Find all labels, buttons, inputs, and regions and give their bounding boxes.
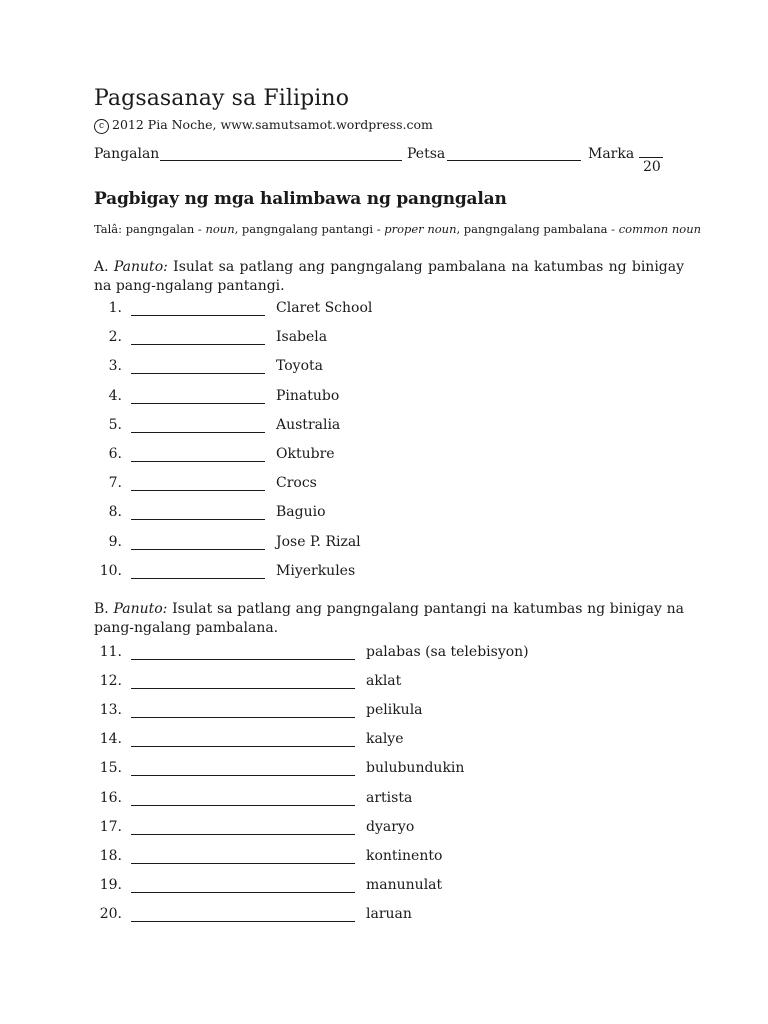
part-a-text: Isulat sa patlang ang pangngalang pambalana na katumbas ng binigay na pang-ngalang pantangi. xyxy=(94,259,685,294)
answer-blank[interactable] xyxy=(131,461,265,462)
list-item xyxy=(94,702,684,726)
answer-blank[interactable] xyxy=(131,549,265,550)
note-mid1: , pangngalang pantangi - xyxy=(234,222,385,236)
section-title: Pagbigay ng mga halimbawa ng pangngalan xyxy=(94,189,507,209)
note-prefix: Talâ: pangngalan - xyxy=(94,222,206,236)
list-item xyxy=(94,906,684,930)
given-noun: artista xyxy=(366,789,413,806)
score-total: 20 xyxy=(643,159,661,175)
list-item xyxy=(94,819,684,843)
item-number: 19. xyxy=(99,876,122,893)
given-noun: bulubundukin xyxy=(366,760,465,777)
answer-blank[interactable] xyxy=(131,863,355,864)
name-label: Pangalan xyxy=(94,146,160,162)
given-noun: laruan xyxy=(366,905,412,922)
answer-blank[interactable] xyxy=(131,834,355,835)
item-number: 20. xyxy=(99,905,122,922)
item-number: 8. xyxy=(108,504,122,521)
list-item xyxy=(94,534,684,558)
given-noun: Isabela xyxy=(276,329,328,346)
given-noun: Toyota xyxy=(276,358,323,375)
list-item xyxy=(94,644,684,668)
list-item xyxy=(94,877,684,901)
answer-blank[interactable] xyxy=(131,490,265,491)
answer-blank[interactable] xyxy=(131,432,265,433)
given-noun: kalye xyxy=(366,731,404,748)
answer-blank[interactable] xyxy=(131,578,265,579)
copyright-icon: c xyxy=(94,119,109,134)
answer-blank[interactable] xyxy=(131,717,355,718)
given-noun: palabas (sa telebisyon) xyxy=(366,644,529,660)
list-item xyxy=(94,446,684,470)
part-b-text: Isulat sa patlang ang pangngalang pantangi na katumbas ng binigay na pang-ngalang pambalana. xyxy=(94,601,684,636)
answer-blank[interactable] xyxy=(131,344,265,345)
date-label: Petsa xyxy=(407,146,446,162)
item-number: 10. xyxy=(99,562,122,579)
item-number: 16. xyxy=(99,789,122,806)
answer-blank[interactable] xyxy=(131,892,355,893)
part-b-label: Panuto: xyxy=(113,601,168,617)
given-noun: Pinatubo xyxy=(276,387,340,404)
list-item xyxy=(94,417,684,441)
list-item xyxy=(94,673,684,697)
given-noun: Oktubre xyxy=(276,446,335,462)
list-item xyxy=(94,300,684,324)
list-item xyxy=(94,358,684,382)
list-item xyxy=(94,475,684,499)
answer-blank[interactable] xyxy=(131,688,355,689)
score-label: Marka xyxy=(588,146,635,162)
note-mid2: , pangngalang pambalana - xyxy=(456,222,619,236)
item-number: 12. xyxy=(99,673,122,690)
given-noun: pelikula xyxy=(366,702,423,719)
answer-blank[interactable] xyxy=(131,519,265,520)
list-item xyxy=(94,563,684,587)
answer-blank[interactable] xyxy=(131,403,265,404)
list-item xyxy=(94,504,684,528)
copyright-text: 2012 Pia Noche, www.samutsamot.wordpress.com xyxy=(112,117,433,132)
given-noun: kontinento xyxy=(366,847,443,864)
item-number: 5. xyxy=(108,416,122,433)
item-number: 18. xyxy=(99,847,122,864)
item-number: 3. xyxy=(108,358,122,375)
page-title: Pagsasanay sa Filipino xyxy=(94,86,350,111)
note-proper: proper noun xyxy=(384,222,457,236)
item-number: 7. xyxy=(108,475,122,492)
part-a-letter: A. xyxy=(94,259,109,275)
note-noun: noun xyxy=(205,222,235,236)
given-noun: Australia xyxy=(276,416,341,433)
part-b-instructions xyxy=(94,600,684,638)
part-b-letter: B. xyxy=(94,601,109,617)
given-noun: aklat xyxy=(366,673,402,690)
terminology-note xyxy=(94,222,701,236)
item-number: 13. xyxy=(99,702,122,719)
given-noun: manunulat xyxy=(366,876,443,893)
given-noun: Claret School xyxy=(276,300,373,316)
answer-blank[interactable] xyxy=(131,805,355,806)
answer-blank[interactable] xyxy=(131,775,355,776)
date-field[interactable] xyxy=(447,160,581,161)
item-number: 6. xyxy=(108,446,122,462)
item-number: 15. xyxy=(99,760,122,777)
answer-blank[interactable] xyxy=(131,315,265,316)
item-number: 17. xyxy=(99,818,122,835)
answer-blank[interactable] xyxy=(131,921,355,922)
item-number: 9. xyxy=(108,533,122,550)
list-item xyxy=(94,329,684,353)
part-a-instructions xyxy=(94,258,684,296)
name-field[interactable] xyxy=(160,160,402,161)
given-noun: Baguio xyxy=(276,504,326,521)
student-info-row xyxy=(94,146,674,176)
part-a-label: Panuto: xyxy=(113,259,168,275)
item-number: 2. xyxy=(108,329,122,346)
item-number: 14. xyxy=(99,731,122,748)
copyright-line xyxy=(94,117,433,134)
list-item xyxy=(94,848,684,872)
answer-blank[interactable] xyxy=(131,746,355,747)
item-number: 11. xyxy=(99,644,122,660)
note-common: common noun xyxy=(618,222,702,236)
given-noun: Crocs xyxy=(276,475,317,492)
list-item xyxy=(94,731,684,755)
answer-blank[interactable] xyxy=(131,373,265,374)
score-field[interactable] xyxy=(639,157,663,158)
given-noun: Miyerkules xyxy=(276,562,356,579)
answer-blank[interactable] xyxy=(131,659,355,660)
list-item xyxy=(94,790,684,814)
list-item xyxy=(94,388,684,412)
given-noun: dyaryo xyxy=(366,818,415,835)
item-number: 1. xyxy=(108,300,122,316)
list-item xyxy=(94,760,684,784)
given-noun: Jose P. Rizal xyxy=(276,533,361,550)
item-number: 4. xyxy=(108,387,122,404)
